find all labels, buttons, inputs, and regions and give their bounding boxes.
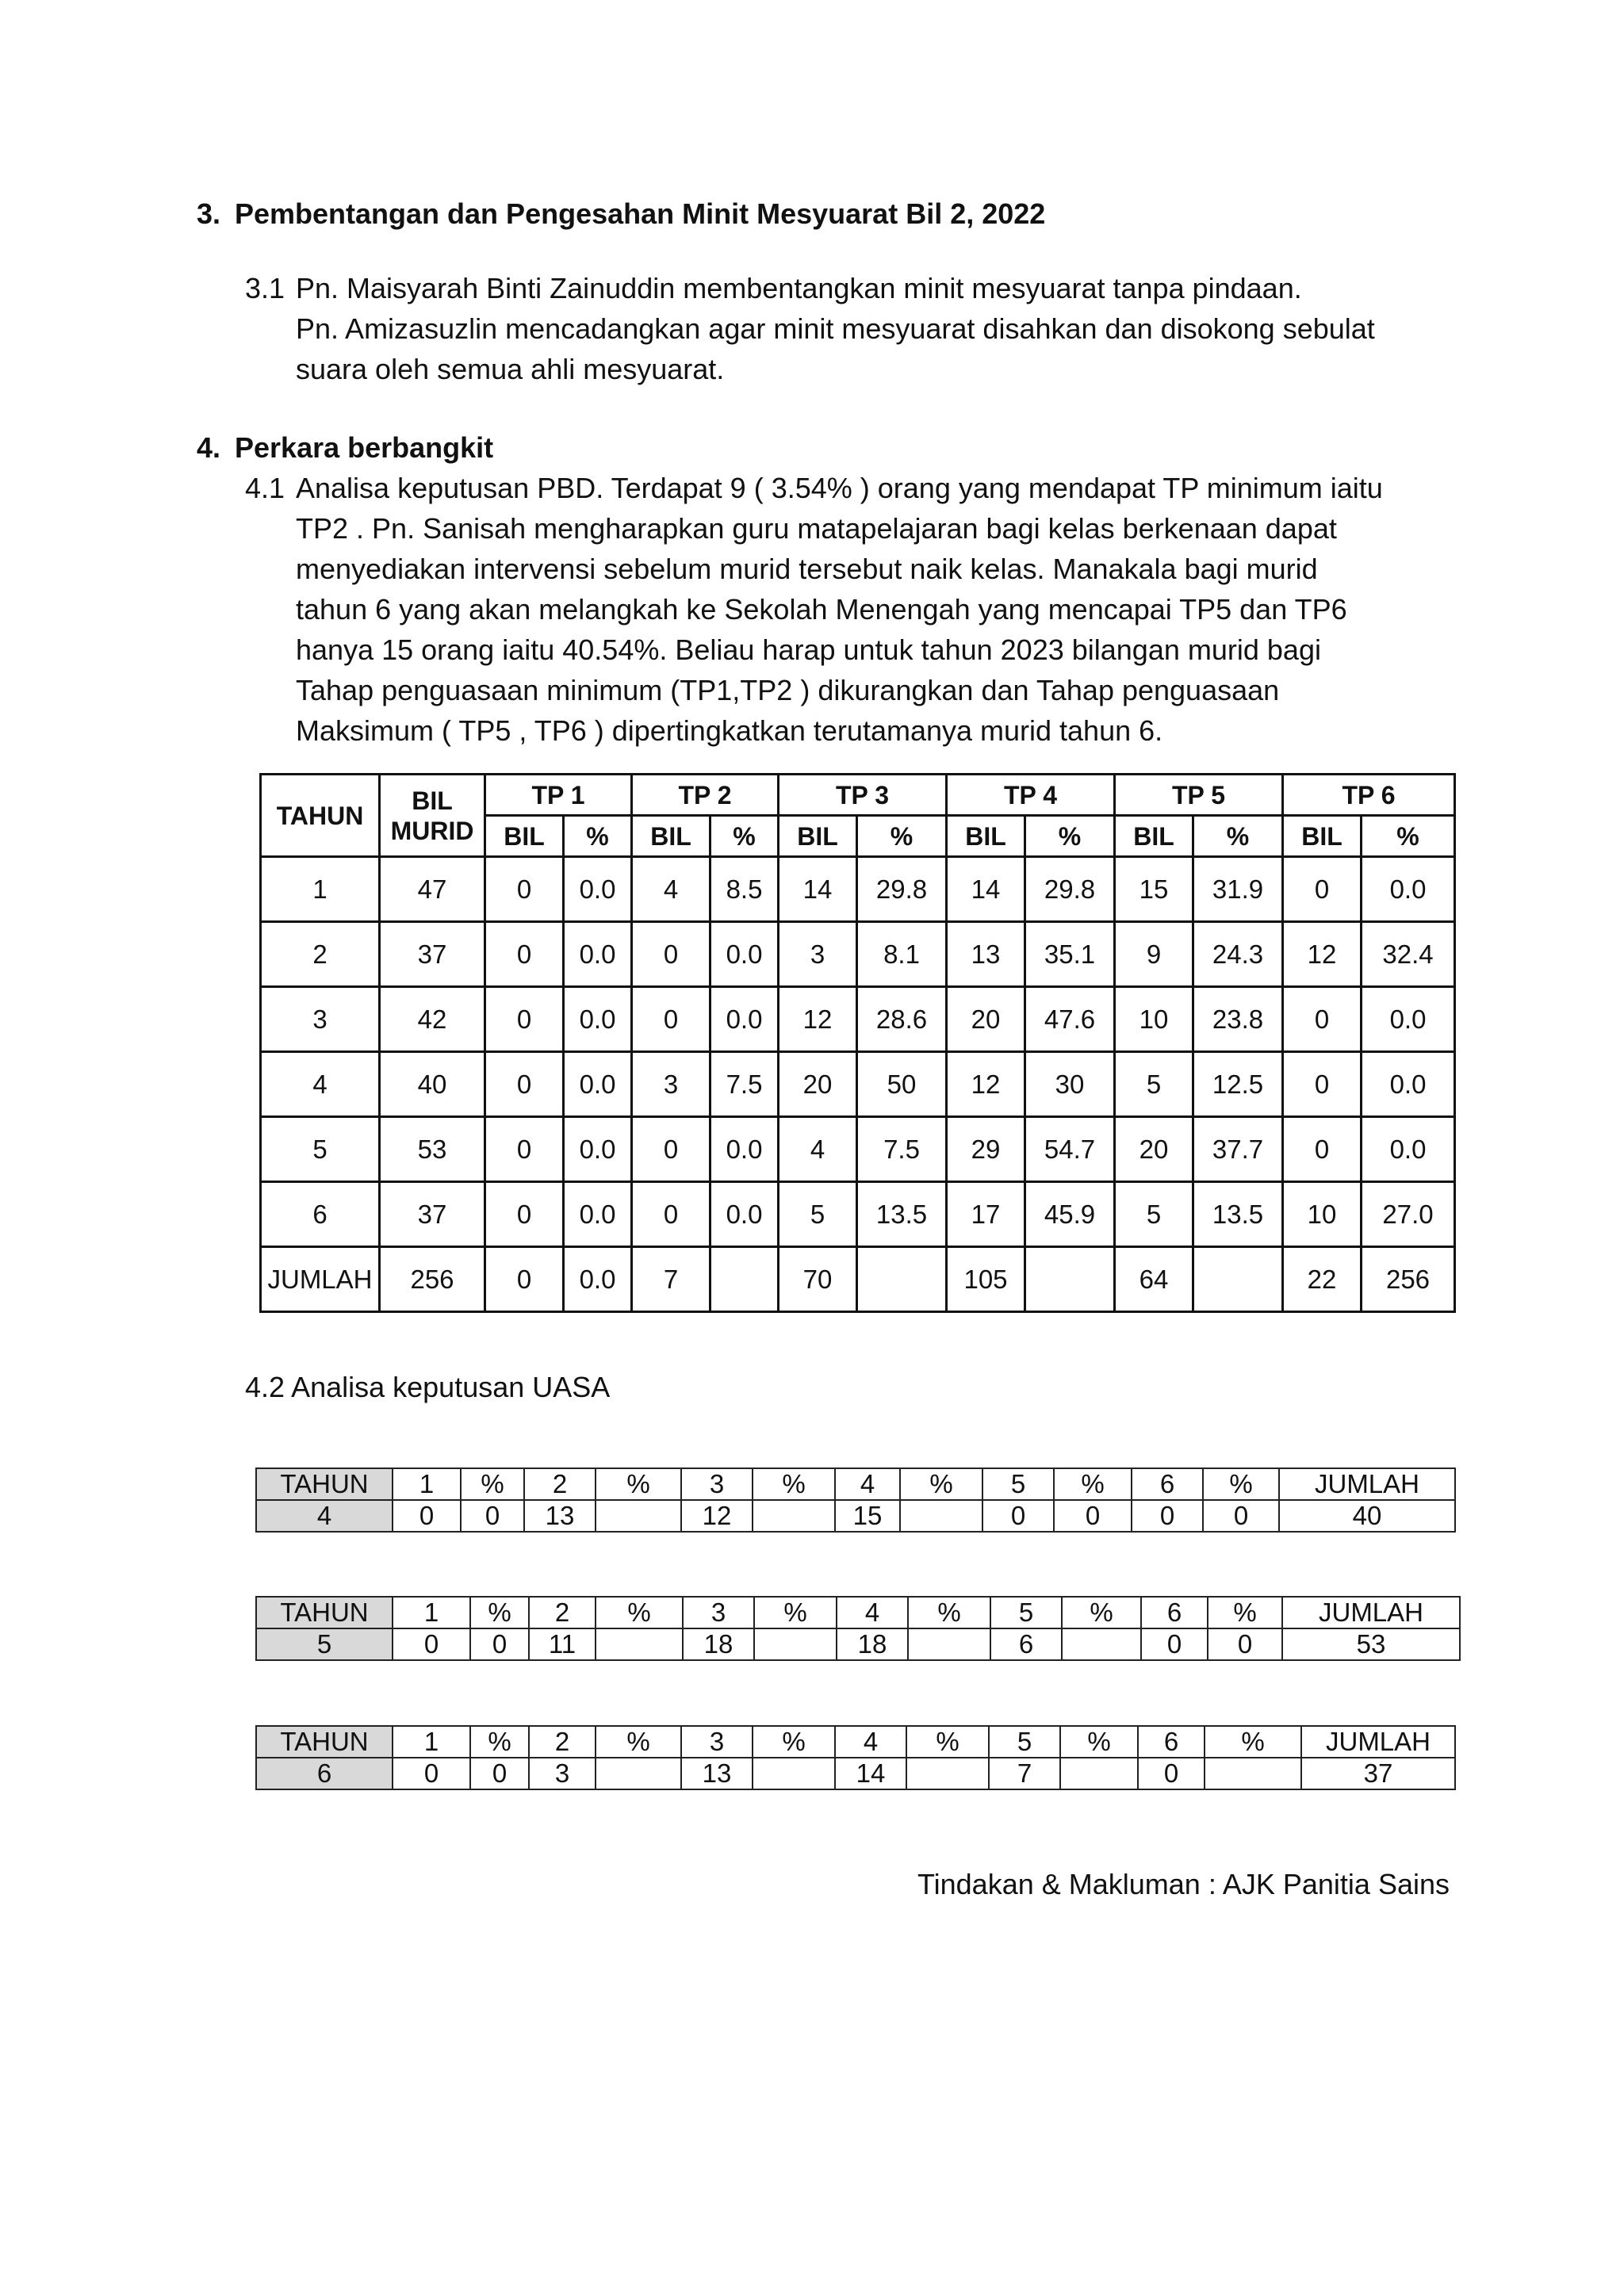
pbd-header-row-1 <box>261 775 1455 816</box>
table-cell: 4 <box>779 1117 857 1182</box>
uasa-tahun-cell: TAHUN <box>256 1468 393 1500</box>
pbd-subheader-percent: % <box>710 816 779 857</box>
uasa-tahun-cell: 5 <box>256 1628 393 1660</box>
table-cell: 256 <box>380 1247 485 1312</box>
table-cell: 2 <box>529 1726 596 1758</box>
section-3-heading <box>197 197 1045 232</box>
table-cell: 5 <box>261 1117 380 1182</box>
table-cell: 4 <box>632 857 710 922</box>
table-row <box>261 1247 1455 1312</box>
table-cell: 0 <box>632 987 710 1052</box>
item-3-1-line-1: Pn. Maisyarah Binti Zainuddin membentangkan minit mesyuarat tanpa pindaan. <box>296 272 1302 304</box>
table-cell: 50 <box>857 1052 947 1117</box>
table-cell: % <box>596 1726 681 1758</box>
table-cell: 13 <box>681 1758 753 1789</box>
table-cell: 4 <box>837 1597 908 1628</box>
action-note: Tindakan & Makluman : AJK Panitia Sains <box>917 1868 1450 1900</box>
table-cell: 0 <box>470 1628 529 1660</box>
table-cell: 0 <box>485 1052 564 1117</box>
table-cell <box>900 1500 982 1532</box>
table-cell: % <box>753 1468 835 1500</box>
table-cell <box>753 1758 835 1789</box>
table-cell: 37 <box>1301 1758 1455 1789</box>
table-cell: 11 <box>529 1628 596 1660</box>
table-cell <box>710 1247 779 1312</box>
table-cell: 0.0 <box>710 1182 779 1247</box>
table-cell: 0.0 <box>564 1182 632 1247</box>
table-cell: 15 <box>1115 857 1193 922</box>
table-cell: 14 <box>947 857 1025 922</box>
table-cell: 12.5 <box>1193 1052 1283 1117</box>
pbd-header-tp5: TP 5 <box>1115 775 1283 816</box>
table-cell: 0 <box>485 857 564 922</box>
table-cell: 5 <box>779 1182 857 1247</box>
table-cell: 13 <box>524 1500 596 1532</box>
table-cell: 0 <box>470 1758 529 1789</box>
table-cell: 0.0 <box>564 1052 632 1117</box>
table-cell: 40 <box>1279 1500 1455 1532</box>
table-cell: 29 <box>947 1117 1025 1182</box>
item-4-1-line-3: menyediakan intervensi sebelum murid tersebut naik kelas. Manakala bagi murid <box>296 553 1318 585</box>
pbd-header-bil-murid <box>380 775 485 857</box>
table-cell: 3 <box>779 922 857 987</box>
table-cell: 8.5 <box>710 857 779 922</box>
item-4-2 <box>245 1367 610 1407</box>
table-cell: % <box>596 1597 683 1628</box>
table-cell: 24.3 <box>1193 922 1283 987</box>
table-cell: 47 <box>380 857 485 922</box>
table-cell: 18 <box>683 1628 754 1660</box>
item-3-1-line-2: Pn. Amizasuzlin mencadangkan agar minit mesyuarat disahkan dan disokong sebulat <box>296 312 1375 345</box>
table-cell: 6 <box>261 1182 380 1247</box>
table-cell: 29.8 <box>857 857 947 922</box>
pbd-subheader-bil: BIL <box>947 816 1025 857</box>
table-cell: % <box>900 1468 982 1500</box>
table-cell: 0 <box>485 922 564 987</box>
uasa-tahun-cell: TAHUN <box>256 1597 393 1628</box>
table-cell: 27.0 <box>1362 1182 1455 1247</box>
table-cell: % <box>461 1468 524 1500</box>
table-cell: 0 <box>485 1182 564 1247</box>
table-cell: 9 <box>1115 922 1193 987</box>
uasa-header-row <box>256 1726 1455 1758</box>
table-cell: 2 <box>261 922 380 987</box>
table-cell: JUMLAH <box>1279 1468 1455 1500</box>
table-cell: 256 <box>1362 1247 1455 1312</box>
table-cell: 4 <box>835 1726 906 1758</box>
pbd-subheader-percent: % <box>1025 816 1115 857</box>
table-row <box>261 857 1455 922</box>
item-4-1-line-2: TP2 . Pn. Sanisah mengharapkan guru matapelajaran bagi kelas berkenaan dapat <box>296 512 1337 545</box>
table-cell <box>1205 1758 1301 1789</box>
table-cell <box>908 1628 990 1660</box>
table-cell: 6 <box>1141 1597 1208 1628</box>
item-4-2-text: Analisa keputusan UASA <box>291 1371 611 1403</box>
table-cell: 0 <box>393 1628 470 1660</box>
table-cell: 4 <box>835 1468 900 1500</box>
table-cell <box>596 1628 683 1660</box>
table-cell: 7 <box>989 1758 1060 1789</box>
table-cell: 0 <box>393 1758 470 1789</box>
table-cell: 0 <box>632 1182 710 1247</box>
table-cell: 2 <box>529 1597 596 1628</box>
table-cell: 0.0 <box>1362 1052 1455 1117</box>
table-cell: 6 <box>1132 1468 1203 1500</box>
table-cell: 13.5 <box>857 1182 947 1247</box>
table-cell: % <box>908 1597 990 1628</box>
table-cell <box>596 1500 681 1532</box>
table-cell: 0 <box>1283 1117 1362 1182</box>
table-cell: 0 <box>1208 1628 1282 1660</box>
pbd-subheader-bil: BIL <box>779 816 857 857</box>
table-cell: 45.9 <box>1025 1182 1115 1247</box>
table-cell: 54.7 <box>1025 1117 1115 1182</box>
pbd-header-tp4: TP 4 <box>947 775 1115 816</box>
uasa-value-row <box>256 1758 1455 1789</box>
table-cell: 1 <box>261 857 380 922</box>
pbd-header-tp3: TP 3 <box>779 775 947 816</box>
pbd-header-bil: BIL <box>412 786 453 815</box>
table-cell: JUMLAH <box>1282 1597 1460 1628</box>
table-cell: 0 <box>485 1247 564 1312</box>
table-cell: % <box>470 1726 529 1758</box>
section-4-title: Perkara berbangkit <box>235 431 494 464</box>
table-row <box>261 1117 1455 1182</box>
table-cell: 0.0 <box>1362 1117 1455 1182</box>
table-cell: % <box>596 1468 681 1500</box>
pbd-subheader-bil: BIL <box>1115 816 1193 857</box>
table-cell: 3 <box>681 1726 753 1758</box>
table-cell: 5 <box>982 1468 1054 1500</box>
table-cell <box>1062 1628 1141 1660</box>
item-4-1-line-4: tahun 6 yang akan melangkah ke Sekolah Menengah yang mencapai TP5 dan TP6 <box>296 593 1347 626</box>
table-cell: 0 <box>982 1500 1054 1532</box>
table-cell <box>1060 1758 1138 1789</box>
uasa-header-row <box>256 1468 1455 1500</box>
table-cell: 35.1 <box>1025 922 1115 987</box>
table-cell: 0.0 <box>710 922 779 987</box>
table-cell: 7.5 <box>857 1117 947 1182</box>
table-row <box>261 987 1455 1052</box>
table-cell: 0.0 <box>1362 857 1455 922</box>
table-cell: 0 <box>393 1500 461 1532</box>
table-cell <box>1193 1247 1283 1312</box>
pbd-analysis-table <box>259 773 1456 1313</box>
uasa-table-tahun-6 <box>255 1725 1456 1790</box>
section-3-number: 3. <box>197 197 221 230</box>
table-cell: 53 <box>380 1117 485 1182</box>
item-3-1 <box>245 268 1482 389</box>
table-cell: 1 <box>393 1726 470 1758</box>
table-cell: 53 <box>1282 1628 1460 1660</box>
pbd-header-tp6: TP 6 <box>1283 775 1455 816</box>
table-cell <box>596 1758 681 1789</box>
table-cell: 22 <box>1283 1247 1362 1312</box>
table-cell <box>906 1758 989 1789</box>
item-4-1 <box>245 468 1482 751</box>
table-cell: 0 <box>485 987 564 1052</box>
table-cell: 4 <box>261 1052 380 1117</box>
section-3-title: Pembentangan dan Pengesahan Minit Mesyuarat Bil 2, 2022 <box>235 197 1046 230</box>
table-cell: 0 <box>1138 1758 1205 1789</box>
pbd-subheader-percent: % <box>1362 816 1455 857</box>
item-3-1-number: 3.1 <box>245 272 285 304</box>
table-cell <box>754 1628 837 1660</box>
uasa-table-tahun-4 <box>255 1468 1456 1533</box>
table-cell: 1 <box>393 1597 470 1628</box>
table-cell: % <box>1062 1597 1141 1628</box>
uasa-value-row <box>256 1500 1455 1532</box>
table-cell: 12 <box>681 1500 753 1532</box>
table-cell: 37 <box>380 1182 485 1247</box>
table-cell: 30 <box>1025 1052 1115 1117</box>
table-cell: 13.5 <box>1193 1182 1283 1247</box>
section-4-number: 4. <box>197 431 221 464</box>
table-cell: 6 <box>1138 1726 1205 1758</box>
pbd-header-tahun: TAHUN <box>261 775 380 857</box>
table-cell: 14 <box>835 1758 906 1789</box>
table-row <box>261 922 1455 987</box>
table-cell: 0 <box>1283 857 1362 922</box>
table-cell: 3 <box>261 987 380 1052</box>
table-cell: 0 <box>1203 1500 1279 1532</box>
item-4-2-number: 4.2 <box>245 1371 285 1403</box>
table-cell: % <box>470 1597 529 1628</box>
table-cell: 3 <box>683 1597 754 1628</box>
item-4-1-line-5: hanya 15 orang iaitu 40.54%. Beliau harap untuk tahun 2023 bilangan murid bagi <box>296 633 1321 666</box>
table-cell: 2 <box>524 1468 596 1500</box>
table-cell: 7 <box>632 1247 710 1312</box>
pbd-header-murid: MURID <box>390 816 474 845</box>
table-cell: 14 <box>779 857 857 922</box>
table-cell: 0 <box>632 1117 710 1182</box>
table-cell: % <box>753 1726 835 1758</box>
item-3-1-line-3: suara oleh semua ahli mesyuarat. <box>296 353 725 385</box>
table-cell: 18 <box>837 1628 908 1660</box>
uasa-tahun-cell: 4 <box>256 1500 393 1532</box>
table-cell: JUMLAH <box>1301 1726 1455 1758</box>
table-cell: 0.0 <box>564 922 632 987</box>
item-4-1-line-1: Analisa keputusan PBD. Terdapat 9 ( 3.54% ) orang yang mendapat TP minimum iaitu <box>296 472 1383 504</box>
table-cell: 3 <box>632 1052 710 1117</box>
table-cell <box>1025 1247 1115 1312</box>
table-cell: 15 <box>835 1500 900 1532</box>
table-cell: 8.1 <box>857 922 947 987</box>
uasa-tahun-cell: 6 <box>256 1758 393 1789</box>
item-4-1-line-7: Maksimum ( TP5 , TP6 ) dipertingkatkan terutamanya murid tahun 6. <box>296 714 1163 747</box>
table-cell: 0 <box>1283 987 1362 1052</box>
table-cell: % <box>754 1597 837 1628</box>
table-cell: 3 <box>681 1468 753 1500</box>
table-cell: 28.6 <box>857 987 947 1052</box>
table-row <box>261 1182 1455 1247</box>
item-4-1-number: 4.1 <box>245 472 285 504</box>
table-cell: % <box>1203 1468 1279 1500</box>
pbd-header-tp1: TP 1 <box>485 775 632 816</box>
table-cell: 1 <box>393 1468 461 1500</box>
table-cell: 10 <box>1283 1182 1362 1247</box>
table-cell: 40 <box>380 1052 485 1117</box>
table-cell: 0 <box>485 1117 564 1182</box>
table-cell: 0.0 <box>710 1117 779 1182</box>
table-cell: % <box>906 1726 989 1758</box>
table-cell: 20 <box>1115 1117 1193 1182</box>
table-cell: 20 <box>947 987 1025 1052</box>
table-cell: 47.6 <box>1025 987 1115 1052</box>
table-cell: 0 <box>1132 1500 1203 1532</box>
table-cell: 23.8 <box>1193 987 1283 1052</box>
table-cell: % <box>1060 1726 1138 1758</box>
uasa-tahun-cell: TAHUN <box>256 1726 393 1758</box>
table-cell: 0 <box>632 922 710 987</box>
table-cell: JUMLAH <box>261 1247 380 1312</box>
table-cell: 42 <box>380 987 485 1052</box>
uasa-header-row <box>256 1597 1460 1628</box>
table-cell: 12 <box>1283 922 1362 987</box>
table-cell: 37.7 <box>1193 1117 1283 1182</box>
table-cell: 105 <box>947 1247 1025 1312</box>
table-cell: 7.5 <box>710 1052 779 1117</box>
pbd-subheader-bil: BIL <box>632 816 710 857</box>
pbd-subheader-percent: % <box>1193 816 1283 857</box>
table-cell: 5 <box>1115 1052 1193 1117</box>
table-cell: 0.0 <box>564 857 632 922</box>
item-4-1-line-6: Tahap penguasaan minimum (TP1,TP2 ) dikurangkan dan Tahap penguasaan <box>296 674 1280 706</box>
pbd-header-tp2: TP 2 <box>632 775 779 816</box>
table-cell: 10 <box>1115 987 1193 1052</box>
table-cell: % <box>1054 1468 1132 1500</box>
table-cell: 31.9 <box>1193 857 1283 922</box>
table-cell: % <box>1205 1726 1301 1758</box>
table-cell: 13 <box>947 922 1025 987</box>
table-cell: % <box>1208 1597 1282 1628</box>
table-cell: 17 <box>947 1182 1025 1247</box>
table-cell: 0.0 <box>564 1117 632 1182</box>
table-cell: 0.0 <box>1362 987 1455 1052</box>
table-cell: 20 <box>779 1052 857 1117</box>
table-cell: 0 <box>1141 1628 1208 1660</box>
table-row <box>261 1052 1455 1117</box>
table-cell: 0 <box>461 1500 524 1532</box>
table-cell: 0.0 <box>564 987 632 1052</box>
table-cell: 6 <box>990 1628 1062 1660</box>
table-cell: 0.0 <box>710 987 779 1052</box>
table-cell: 3 <box>529 1758 596 1789</box>
uasa-value-row <box>256 1628 1460 1660</box>
table-cell: 0 <box>1054 1500 1132 1532</box>
table-cell: 32.4 <box>1362 922 1455 987</box>
table-cell: 37 <box>380 922 485 987</box>
table-cell: 5 <box>1115 1182 1193 1247</box>
table-cell: 5 <box>990 1597 1062 1628</box>
uasa-table-tahun-5 <box>255 1596 1461 1661</box>
pbd-subheader-bil: BIL <box>1283 816 1362 857</box>
pbd-subheader-percent: % <box>564 816 632 857</box>
table-cell: 29.8 <box>1025 857 1115 922</box>
table-cell: 12 <box>947 1052 1025 1117</box>
pbd-subheader-percent: % <box>857 816 947 857</box>
table-cell: 12 <box>779 987 857 1052</box>
section-4-heading <box>197 430 493 465</box>
table-cell: 0.0 <box>564 1247 632 1312</box>
table-cell: 0 <box>1283 1052 1362 1117</box>
table-cell: 64 <box>1115 1247 1193 1312</box>
table-cell: 5 <box>989 1726 1060 1758</box>
table-cell <box>753 1500 835 1532</box>
pbd-subheader-bil: BIL <box>485 816 564 857</box>
pbd-table-body <box>261 857 1455 1312</box>
table-cell: 70 <box>779 1247 857 1312</box>
table-cell <box>857 1247 947 1312</box>
